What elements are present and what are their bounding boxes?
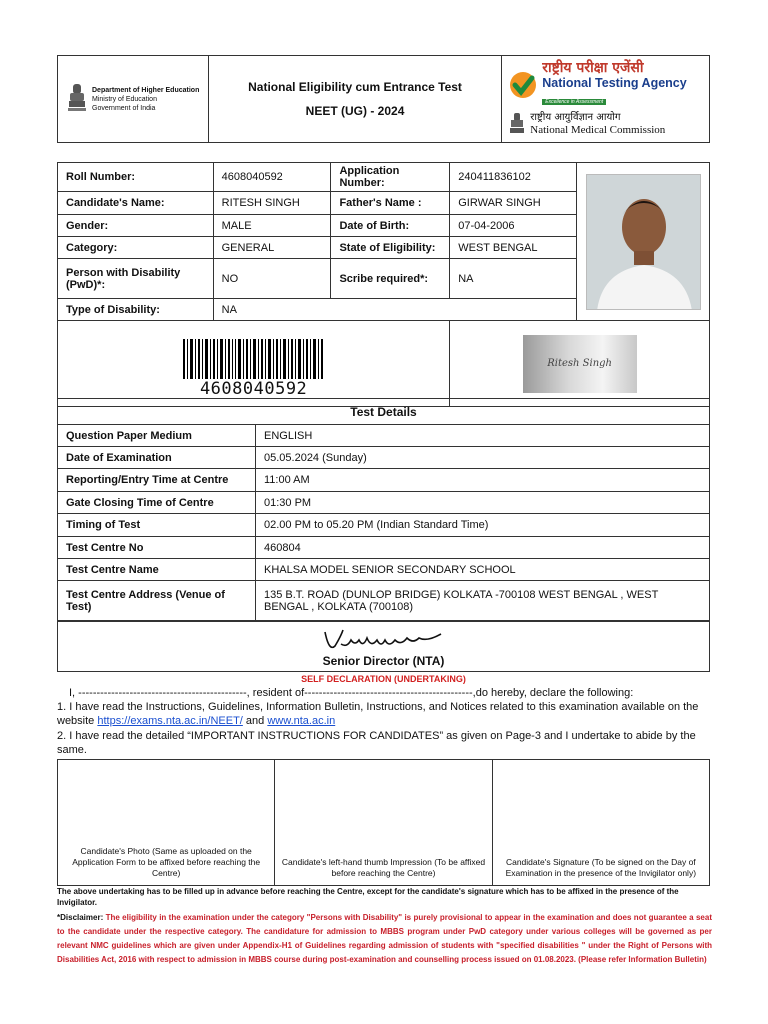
dept-title: Department of Higher Education <box>92 86 200 94</box>
government-name: Government of India <box>92 104 156 112</box>
candidate-signature: Ritesh Singh <box>523 335 637 393</box>
roll-value: 4608040592 <box>213 163 331 192</box>
nmc-hindi: राष्ट्रीय आयुर्विज्ञान आयोग <box>530 111 621 123</box>
barcode-cell <box>58 321 450 407</box>
father-value: GIRWAR SINGH <box>450 192 577 215</box>
thumb-box: Candidate's left-hand thumb Impression (To be affixed before reaching the Centre) <box>275 760 492 886</box>
nta-neet-link[interactable]: https://exams.nta.ac.in/NEET/ <box>97 715 243 727</box>
nmc-english: National Medical Commission <box>530 123 666 136</box>
undertaking-note: The above undertaking has to be filled up in advance before reaching the Centre, except for the candidate's signature which has to be affixed in the presence of the Invigilator. <box>57 887 679 907</box>
name-label: Candidate's Name: <box>58 192 214 215</box>
exam-year: NEET (UG) - 2024 <box>305 104 405 118</box>
test-details-heading: Test Details <box>58 399 710 425</box>
nta-home-link[interactable]: www.nta.ac.in <box>267 715 336 727</box>
disability-label: Type of Disability: <box>58 299 214 321</box>
dhe-block <box>58 56 209 143</box>
td-label-address: Test Centre Address (Venue of Test) <box>58 581 256 621</box>
state-value: WEST BENGAL <box>450 237 577 259</box>
national-emblem-icon <box>66 82 88 116</box>
td-label-date: Date of Examination <box>58 447 256 469</box>
roll-label: Roll Number: <box>58 163 214 192</box>
candidate-details-table <box>57 162 710 407</box>
gender-value: MALE <box>213 215 331 237</box>
dob-label: Date of Birth: <box>331 215 450 237</box>
td-label-medium: Question Paper Medium <box>58 425 256 447</box>
photo-cell <box>577 163 710 321</box>
admit-card-header <box>57 55 710 143</box>
app-label: Application Number: <box>331 163 450 192</box>
pwd-label: Person with Disability (PwD)*: <box>58 259 214 299</box>
director-signature <box>319 626 449 654</box>
td-value-date: 05.05.2024 (Sunday) <box>256 447 710 469</box>
td-value-medium: ENGLISH <box>256 425 710 447</box>
td-label-centre-no: Test Centre No <box>58 537 256 559</box>
director-signature-block <box>57 621 710 672</box>
declaration-line: I, ----------------------------------------------, resident of----------------------------------------------,do hereby, declare the following: <box>69 687 634 699</box>
and-text: and <box>242 715 268 727</box>
td-value-address: 135 B.T. ROAD (DUNLOP BRIDGE) KOLKATA -700108 WEST BENGAL , WEST BENGAL , KOLKATA (700108) <box>256 581 710 621</box>
td-label-gate: Gate Closing Time of Centre <box>58 492 256 514</box>
td-value-timing: 02.00 PM to 05.20 PM (Indian Standard Time) <box>256 514 710 537</box>
td-value-reporting: 11:00 AM <box>256 469 710 492</box>
dob-value: 07-04-2006 <box>450 215 577 237</box>
photo-box: Candidate's Photo (Same as uploaded on the Application Form to be affixed before reaching the Centre) <box>58 760 275 886</box>
disclaimer-label: *Disclaimer: <box>57 913 104 922</box>
nta-logo-icon <box>508 70 538 100</box>
exam-title-block <box>208 56 501 143</box>
father-label: Father's Name : <box>331 192 450 215</box>
pwd-value: NO <box>213 259 331 299</box>
disability-value: NA <box>213 299 576 321</box>
nmc-emblem-icon <box>508 111 526 137</box>
td-value-gate: 01:30 PM <box>256 492 710 514</box>
declaration-point-1 <box>57 700 712 728</box>
td-value-centre-name: KHALSA MODEL SENIOR SECONDARY SCHOOL <box>256 559 710 581</box>
candidate-photo-image <box>587 175 701 310</box>
scribe-value: NA <box>450 259 577 299</box>
declaration-point-2: 2. I have read the detailed “IMPORTANT INSTRUCTIONS FOR CANDIDATES” as given on Page-3 and I undertake to abide by the same. <box>57 730 696 756</box>
signature-box: Candidate's Signature (To be signed on the Day of Examination in the presence of the Invigilator only) <box>492 760 709 886</box>
nta-nmc-logos <box>502 56 710 143</box>
nta-tagline: Excellence in Assessment <box>542 99 606 105</box>
td-label-timing: Timing of Test <box>58 514 256 537</box>
barcode-icon <box>183 339 325 379</box>
affix-boxes <box>57 759 710 886</box>
state-label: State of Eligibility: <box>331 237 450 259</box>
ministry-name: Ministry of Education <box>92 95 157 103</box>
name-value: RITESH SINGH <box>213 192 331 215</box>
disclaimer <box>57 911 712 967</box>
candidate-signature-cell <box>450 321 710 407</box>
exam-name: National Eligibility cum Entrance Test <box>248 80 462 94</box>
director-title: Senior Director (NTA) <box>322 654 445 668</box>
category-value: GENERAL <box>213 237 331 259</box>
barcode-number: 4608040592 <box>199 378 308 399</box>
candidate-photo <box>586 174 701 310</box>
gender-label: Gender: <box>58 215 214 237</box>
td-label-centre-name: Test Centre Name <box>58 559 256 581</box>
app-value: 240411836102 <box>450 163 577 192</box>
self-declaration-heading: SELF DECLARATION (UNDERTAKING) <box>301 674 466 684</box>
disclaimer-text: The eligibility in the examination under the category "Persons with Disability" is purely provisional to appear in the examination and does not guarantee a seat to the candidate under the respective category. The candidature for admission to MBBS program under PwD category under various colleges will be governed as per relevant NMC guidelines which are given under Appendix-H1 of Guidelines regarding admission of students with "specified disabilities " under the Right of Persons with Disabilities Act, 2016 with respect to admission in MBBS course during post-examination and counselling process issued on 01.08.2023. (Please refer Information Bulletin) <box>57 913 712 964</box>
point1-text: 1. I have read the Instructions, Guidelines, Information Bulletin, Instructions, and Notices related to this examination available on the website <box>57 701 699 727</box>
scribe-label: Scribe required*: <box>331 259 450 299</box>
nta-hindi: राष्ट्रीय परीक्षा एजेंसी <box>542 60 644 76</box>
category-label: Category: <box>58 237 214 259</box>
test-details-table <box>57 398 710 621</box>
td-value-centre-no: 460804 <box>256 537 710 559</box>
td-label-reporting: Reporting/Entry Time at Centre <box>58 469 256 492</box>
nta-english: National Testing Agency <box>542 76 687 90</box>
